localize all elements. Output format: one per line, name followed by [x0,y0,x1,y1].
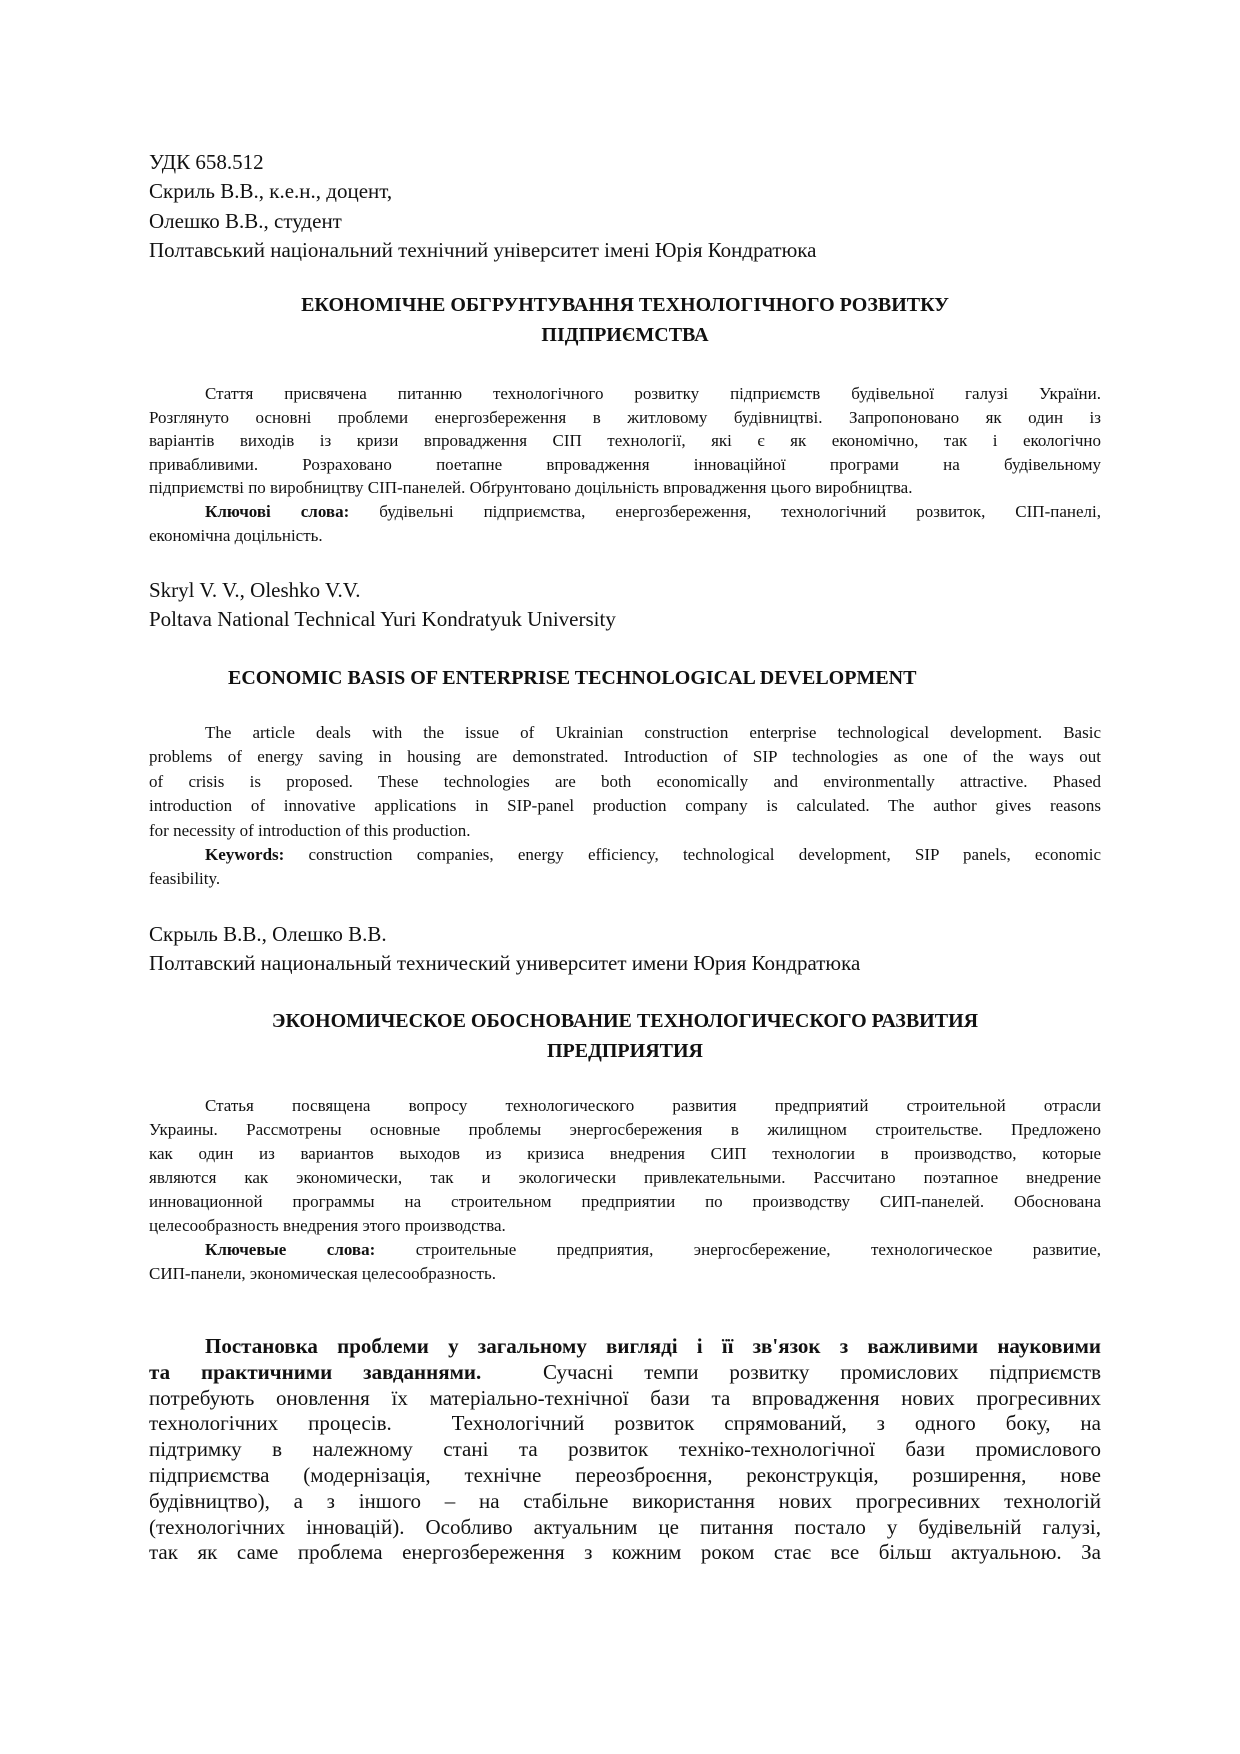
text-run: являются как экономически, так и экологически привлекательными. Рассчитано поэтапное внедрение [149,1168,1101,1187]
title-ua-line-1: ЕКОНОМІЧНЕ ОБГРУНТУВАННЯ ТЕХНОЛОГІЧНОГО РОЗВИТКУ [301,294,949,316]
text-run: целесообразность внедрения этого производства. [149,1216,506,1235]
text-line [149,177,1101,206]
text-run: Полтавський національний технічний університет імені Юрія Кондратюка [149,237,817,262]
bold-lead-text: Ключові слова: [205,501,350,521]
text-line [149,207,1101,236]
keywords-ru [149,1238,1101,1286]
text-run: (технологічних інновацій). Особливо актуальним це питання постало у будівельній галузі, [149,1514,1101,1539]
text-run: економічна доцільність. [149,525,323,545]
text-run: Олешко В.В., студент [149,208,342,233]
text-line [149,500,1101,524]
text-run: introduction of innovative applications in SIP-panel production company is calculated. The author gives reasons [149,796,1101,816]
bold-lead-text: Keywords: [205,845,285,865]
text-run: підприємстві по виробництву СІП-панелей. Обґрунтовано доцільність впровадження цього виробництва. [149,478,913,498]
text-run: так як саме проблема енергозбереження з кожним роком стає все більш актуальною. За [149,1540,1101,1565]
text-run: The article deals with the issue of Ukrainian construction enterprise technological development. Basic [205,723,1101,742]
text-run: будівельні підприємства, енергозбереження, технологічний розвиток, СІП-панелі, [349,501,1101,521]
text-line [149,867,1101,891]
text-line [149,1166,1101,1190]
text-line [149,524,1101,548]
text-run: Сучасні темпи розвитку промислових підприємств [481,1359,1102,1384]
body-paragraph [149,1334,1101,1566]
text-run: привабливими. Розраховано поетапне впровадження інноваційної програми на будівельному [149,454,1101,474]
text-line [149,1540,1101,1566]
text-run: Poltava National Technical Yuri Kondratyuk University [149,607,616,632]
bold-lead-text: Постановка проблеми у загальному вигляді і її зв'язок з важливими науковими [205,1334,1101,1358]
text-line [149,1463,1101,1489]
bold-lead-text: та практичними завданнями. [149,1359,482,1384]
text-line [149,843,1101,867]
text-line [149,721,1101,745]
text-line [149,236,1101,265]
text-run: СИП-панели, экономическая целесообразность. [149,1264,496,1283]
bold-lead-text: Ключевые слова: [205,1240,376,1259]
text-run: варіантів виходів із кризи впровадження СІП технології, які є як економічно, так і екологічно [149,431,1101,451]
text-line [149,476,1101,500]
text-run: Skryl V. V., Oleshko V.V. [149,578,361,602]
text-run: of crisis is proposed. These technologies are both economically and environmentally attractive. Phased [149,771,1101,791]
text-run: Розглянуто основні проблеми енергозбереження в житловому будівництві. Запропоновано як один із [149,407,1101,427]
text-run: Статья посвящена вопросу технологического развития предприятий строительной отрасли [205,1096,1101,1115]
title-en-line-1: ECONOMIC BASIS OF ENTERPRISE TECHNOLOGICAL DEVELOPMENT [228,667,917,689]
text-line [149,148,1101,177]
abstract-ru [149,1094,1101,1286]
author-block-ru [149,920,1101,979]
abstract-en-text [149,721,1101,843]
text-line [149,1142,1101,1166]
title-en [228,664,1098,694]
text-line [149,1386,1101,1412]
text-line [149,576,1101,605]
title-ru-line-2: ПРЕДПРИЯТИЯ [547,1040,703,1062]
text-line [149,1238,1101,1262]
body-text [149,1334,1101,1566]
text-line [149,1360,1101,1386]
text-line [149,1515,1101,1541]
text-run: Скрыль В.В., Олешко В.В. [149,922,387,946]
title-ua-line-2: ПІДПРИЄМСТВА [541,323,709,346]
text-run: Скриль В.В., к.е.н., доцент, [149,179,393,204]
text-run: Украины. Рассмотрены основные проблемы энергосбережения в жилищном строительстве. Предложено [149,1120,1101,1139]
text-line [149,1489,1101,1515]
text-line [149,949,1101,978]
text-line [149,745,1101,769]
abstract-ua-text [149,382,1101,500]
text-run: УДК 658.512 [149,150,264,174]
text-line [149,920,1101,949]
text-line [149,1118,1101,1142]
text-run: підприємства (модернізація, технічне переозброєння, реконструкція, розширення, нове [149,1462,1101,1487]
text-run: Стаття присвячена питанню технологічного розвитку підприємств будівельної галузі України. [205,384,1101,403]
text-line [149,1214,1101,1238]
text-line [149,1262,1101,1286]
author-block-ua [149,148,1101,265]
text-line [149,1437,1101,1463]
text-line [149,429,1101,453]
text-line [149,1094,1101,1118]
text-run: feasibility. [149,869,221,889]
text-run: технологічних процесів. Технологічний розвиток спрямований, з одного боку, на [149,1411,1101,1436]
text-line [149,1190,1101,1214]
text-run: Полтавский национальный технический университет имени Юрия Кондратюка [149,951,861,976]
keywords-ua [149,500,1101,547]
text-run: підтримку в належному стані та розвиток техніко-технологічної бази промислового [149,1437,1101,1462]
text-line [149,453,1101,477]
keywords-en [149,843,1101,892]
text-line [149,406,1101,430]
text-run: как один из вариантов выходов из кризиса внедрения СИП технологии в производство, которые [149,1144,1101,1163]
abstract-en [149,721,1101,892]
title-ru-line-1: ЭКОНОМИЧЕСКОЕ ОБОСНОВАНИЕ ТЕХНОЛОГИЧЕСКОГО РАЗВИТИЯ [271,1010,979,1032]
text-line [149,770,1101,794]
text-run: for necessity of introduction of this production. [149,820,471,840]
text-line [149,1334,1101,1360]
text-run: problems of energy saving in housing are demonstrated. Introduction of SIP technologies as one of the ways out [149,747,1101,767]
text-run: инновационной программы на строительном предприятии по производству СИП-панелей. Обоснована [149,1192,1101,1211]
text-line [149,794,1101,818]
text-run: будівництво), а з іншого – на стабільне використання нових прогресивних технологій [149,1488,1101,1513]
text-run: строительные предприятия, энергосбережение, технологическое развитие, [375,1240,1102,1259]
text-run: construction companies, energy efficiency, technological development, SIP panels, economic [284,845,1101,865]
title-ru [149,1006,1101,1066]
text-line [149,1411,1101,1437]
text-run: потребують оновлення їх матеріально-технічної бази та впровадження нових прогресивних [149,1385,1101,1410]
text-line [149,819,1101,843]
abstract-ru-text [149,1094,1101,1238]
title-ua [149,291,1101,350]
text-line [149,605,1101,634]
author-block-en [149,576,1101,635]
text-line [149,382,1101,406]
abstract-ua [149,382,1101,547]
